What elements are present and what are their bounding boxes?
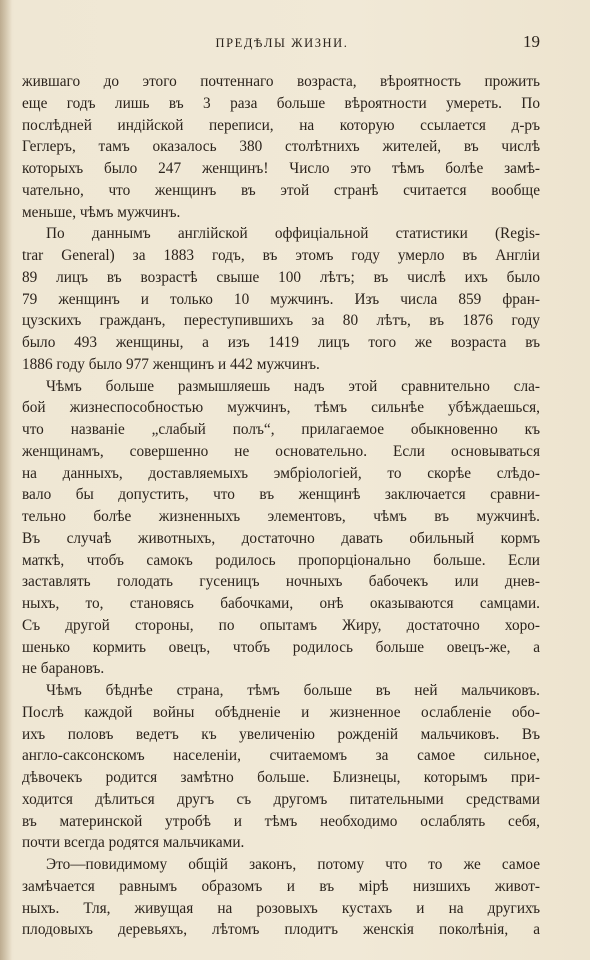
text-line: Чѣмъ больше размышляешь надъ этой сравнительно сла- [46, 377, 540, 395]
page-header [22, 32, 542, 54]
text-line: Геглеръ, тамъ оказалось 380 столѣтнихъ жителей, въ числѣ [22, 138, 540, 156]
text-line: меньше, чѣмъ мужчинъ. [22, 203, 181, 221]
text-line: По даннымъ англійской оффиціальной статистики (Regis- [46, 225, 540, 243]
text-line: не барановъ. [22, 660, 105, 678]
text-line: еще годъ лишь въ 3 раза больше вѣроятности умереть. По [22, 94, 540, 112]
binding-gutter-shadow [0, 0, 12, 960]
text-line: что названіе „слабый полъ“, прилагаемое обыкновенно къ [22, 421, 540, 438]
page-number: 19 [523, 32, 540, 51]
text-line: на данныхъ, доставляемыхъ эмбріологіей, то скорѣе слѣдо- [22, 464, 540, 482]
text-line: ныхъ. Тля, живущая на розовыхъ кустахъ и на другихъ [22, 899, 540, 917]
text-line: плодовыхъ деревьяхъ, лѣтомъ плодитъ женскія поколѣнія, а [22, 921, 540, 939]
text-line: ихъ половъ ведетъ къ увеличенію рожденій мальчиковъ. Въ [22, 725, 540, 743]
text-line: тельно болѣе жизненныхъ элементовъ, чѣмъ въ мужчинѣ. [22, 508, 540, 525]
text-line: дѣвочекъ родится замѣтно больше. Близнецы, которымъ при- [22, 769, 540, 786]
text-line: 79 женщинъ и только 10 мужчинъ. Изъ числа 859 фран- [22, 290, 540, 308]
text-line: маткѣ, чтобъ самокъ родилось пропорціонально больше. Если [22, 551, 540, 569]
text-line: послѣдней индійской переписи, на которую ссылается д-ръ [22, 116, 540, 134]
body-text [22, 71, 540, 941]
text-line: въ материнской утробѣ и тѣмъ необходимо ослаблять себя, [22, 812, 540, 830]
text-line: ныхъ, то, становясь бабочками, онѣ оказываются самцами. [22, 595, 540, 612]
text-line: ходится дѣлиться другъ съ другомъ питательными средствами [22, 790, 540, 808]
text-line: заставлять голодать гусеницъ ночныхъ бабочекъ или днев- [22, 573, 540, 591]
text-line: 1886 году было 977 женщинъ и 442 мужчинъ. [22, 355, 320, 373]
text-line: женщинамъ, совершенно не основательно. Если основываться [22, 442, 540, 460]
text-line: было 493 женщины, а изъ 1419 лицъ того же возраста въ [22, 334, 540, 351]
text-line: шенько кормить овецъ, чтобъ родилось больше овецъ-же, а [22, 638, 540, 656]
text-line: жившаго до этого почтеннаго возраста, вѣроятность прожить [22, 73, 540, 90]
text-line: цузскихъ гражданъ, переступившихъ за 80 лѣтъ, въ 1876 году [22, 312, 540, 330]
text-line: которыхъ было 247 женщинъ! Число это тѣмъ болѣе замѣ- [22, 160, 540, 177]
text-line: вало бы допустить, что въ женщинѣ заключается сравни- [22, 486, 540, 504]
text-line: Послѣ каждой войны обѣдненіе и жизненное ослабленіе обо- [22, 703, 540, 721]
text-line: Чѣмъ бѣднѣе страна, тѣмъ больше въ ней мальчиковъ. [46, 682, 540, 699]
text-line: 89 лицъ въ возрастѣ свыше 100 лѣтъ; въ числѣ ихъ было [22, 268, 540, 286]
text-line: Съ другой стороны, по опытамъ Жиру, достаточно хоро- [22, 616, 540, 634]
text-line: Въ случаѣ животныхъ, достаточно давать обильный кормъ [22, 529, 540, 547]
text-line: бой жизнеспособностью мужчинъ, тѣмъ сильнѣе убѣждаешься, [22, 399, 540, 417]
text-line: чательно, что женщинъ въ этой странѣ считается вообще [22, 181, 540, 199]
text-line: замѣчается равнымъ образомъ и въ мірѣ низшихъ живот- [22, 877, 540, 895]
text-line: почти всегда родятся мальчиками. [22, 834, 245, 852]
text-line: Это—повидимому общій законъ, потому что то же самое [46, 856, 540, 873]
text-line: англо-саксонскомъ населеніи, считаемомъ за самое сильное, [22, 747, 540, 765]
running-title: ПРЕДѢЛЫ ЖИЗНИ. [215, 36, 349, 50]
text-line: trar General) за 1883 годъ, въ этомъ году умерло въ Англіи [22, 247, 540, 264]
